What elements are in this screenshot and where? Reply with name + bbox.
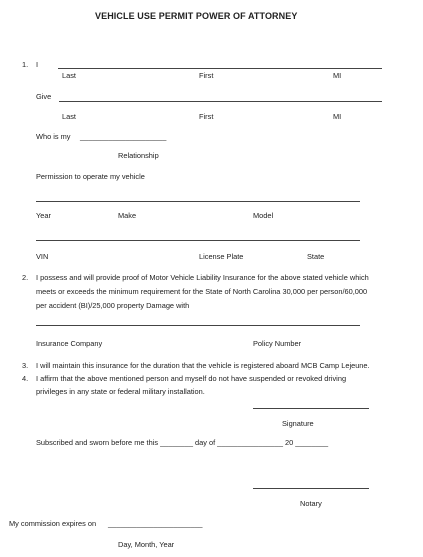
first-label: First — [199, 71, 214, 80]
item-2-line-2: meets or exceeds the minimum requirement for the State of North Carolina 30,000 per person/60,000 — [36, 287, 368, 296]
license-plate-label: License Plate — [199, 252, 244, 261]
make-label: Make — [118, 211, 137, 220]
commission-date-blank[interactable]: _______________________ — [108, 519, 203, 528]
permission-label: Permission to operate my vehicle — [36, 172, 145, 181]
signature-label: Signature — [282, 419, 314, 428]
give-first-label: First — [199, 112, 214, 121]
give-label: Give — [36, 92, 52, 101]
vin-label: VIN — [36, 252, 49, 261]
signature-line[interactable] — [253, 408, 369, 409]
policy-number-label: Policy Number — [253, 339, 302, 348]
model-label: Model — [253, 211, 274, 220]
state-label: State — [307, 252, 325, 261]
year-label: Year — [36, 211, 51, 220]
page-title: VEHICLE USE PERMIT POWER OF ATTORNEY — [95, 11, 298, 21]
item-2-line-3: per accident (BI)/25,000 property Damage with — [36, 301, 190, 310]
notary-label: Notary — [300, 499, 322, 508]
item-4-line-2: privileges in any state or federal military installation. — [36, 387, 205, 396]
relationship-blank[interactable]: _____________________ — [80, 132, 167, 141]
last-label: Last — [62, 71, 76, 80]
vehicle-info-line[interactable] — [36, 201, 360, 202]
who-is-my-label: Who is my — [36, 132, 71, 141]
give-mi-label: MI — [333, 112, 342, 121]
item-3-text: I will maintain this insurance for the duration that the vehicle is registered aboard MCB Camp Lejeune. — [36, 361, 370, 370]
give-last-label: Last — [62, 112, 76, 121]
item-4-number: 4. — [22, 374, 29, 383]
item-2-number: 2. — [22, 273, 29, 282]
give-name-line[interactable] — [59, 101, 382, 102]
mi-label: MI — [333, 71, 342, 80]
vin-info-line[interactable] — [36, 240, 360, 241]
relationship-label: Relationship — [118, 151, 159, 160]
full-name-line[interactable] — [58, 68, 382, 69]
notary-line[interactable] — [253, 488, 369, 489]
commission-label: My commission expires on — [9, 519, 97, 528]
item-4-line-1: I affirm that the above mentioned person and myself do not have suspended or revoked driving — [36, 374, 347, 383]
sworn-statement: Subscribed and sworn before me this ________ day of ________________ 20 ________ — [36, 438, 329, 447]
item-3-number: 3. — [22, 361, 29, 370]
insurance-line[interactable] — [36, 325, 360, 326]
insurance-company-label: Insurance Company — [36, 339, 103, 348]
item-1-prefix: I — [36, 60, 39, 69]
item-2-line-1: I possess and will provide proof of Motor Vehicle Liability Insurance for the above stated vehicle which — [36, 273, 369, 282]
item-1-number: 1. — [22, 60, 29, 69]
commission-date-label: Day, Month, Year — [118, 540, 175, 549]
